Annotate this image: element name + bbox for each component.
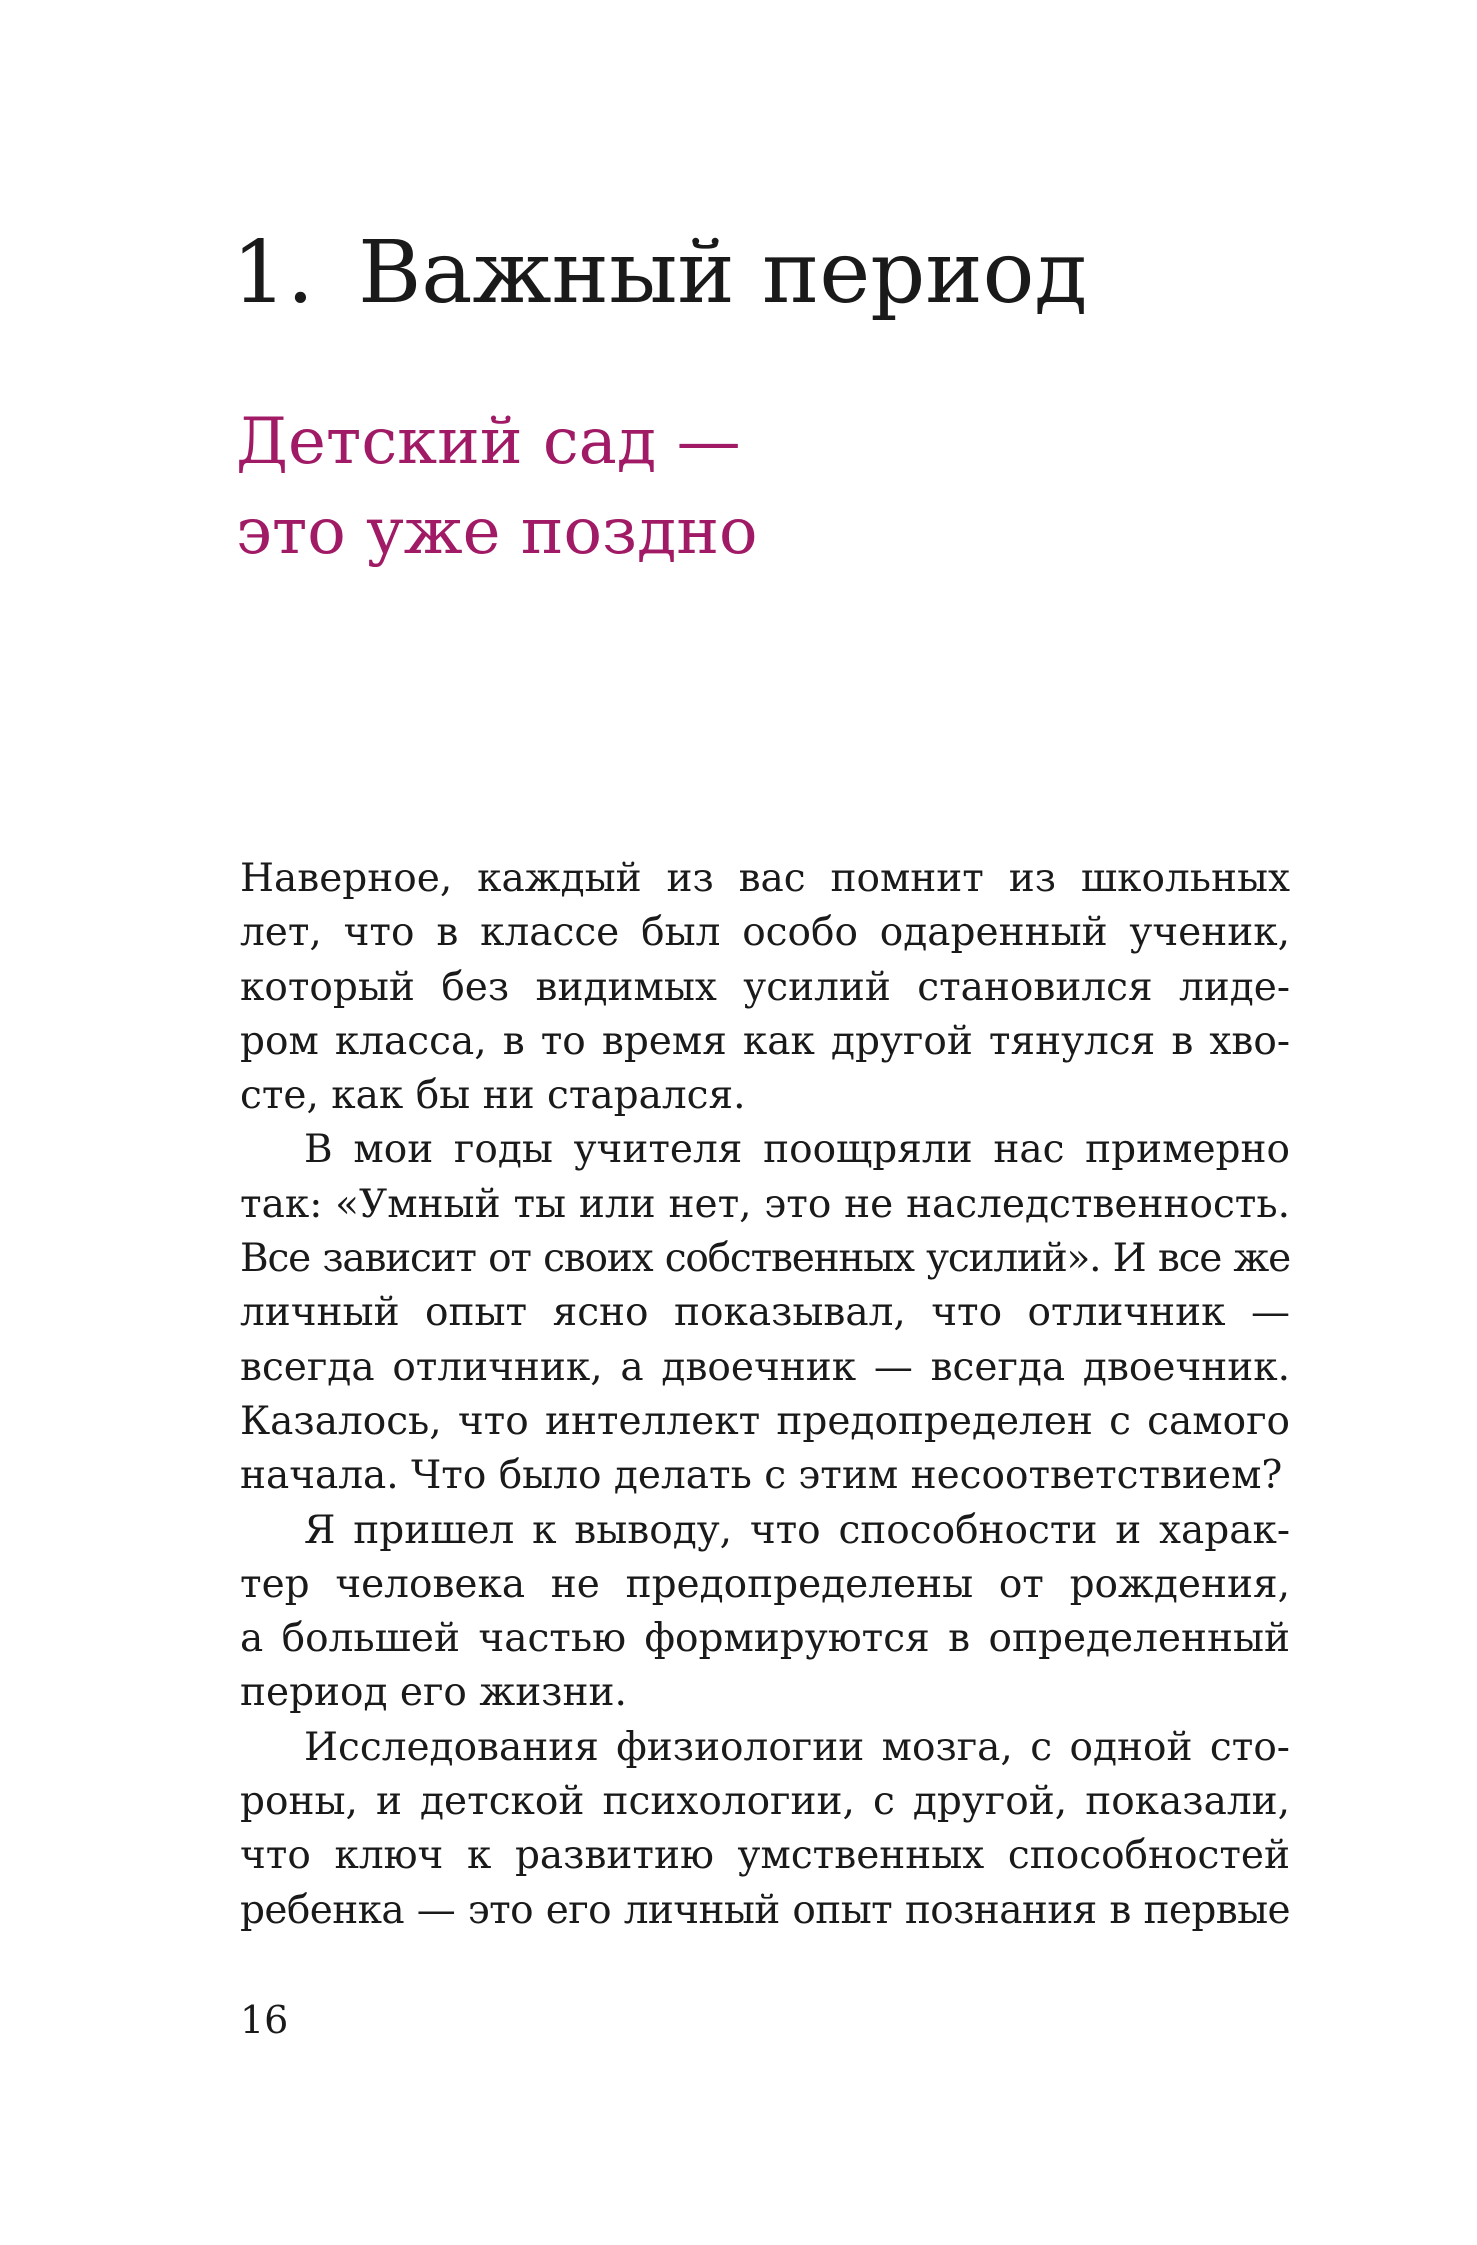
text-line: который без видимых усилий становился лиде- (240, 964, 1290, 1010)
paragraph-1 (240, 852, 1290, 1123)
text-line: В мои годы учителя поощряли нас примерно (304, 1127, 1290, 1173)
text-line: ребенка — это его личный опыт познания в первые (240, 1887, 1290, 1933)
text-line: Наверное, каждый из вас помнит из школьных (240, 856, 1290, 901)
page-number: 16 (240, 1998, 289, 2042)
text-line: ром класса, в то время как другой тянулся в хво- (240, 1018, 1290, 1064)
body-text (240, 852, 1290, 1938)
paragraph-2 (240, 1123, 1290, 1503)
section-title-line-1: Детский сад — (236, 405, 741, 479)
text-line: Все зависит от своих собственных усилий». И все же (240, 1236, 1290, 1282)
text-line: личный опыт ясно показывал, что отличник — (240, 1290, 1290, 1336)
text-line: так: «Умный ты или нет, это не наследственность. (240, 1181, 1290, 1227)
chapter-number: 1. (232, 223, 315, 323)
paragraph-4 (240, 1721, 1290, 1938)
text-line: сте, как бы ни старался. (240, 1073, 746, 1119)
text-line: Я пришел к выводу, что способности и харак- (304, 1507, 1290, 1553)
section-title-line-2: это уже поздно (236, 495, 758, 569)
text-line: Исследования физиологии мозга, с одной сто- (304, 1724, 1290, 1770)
section-title (236, 397, 758, 577)
text-line: тер человека не предопределены от рождения, (240, 1561, 1290, 1607)
chapter-title-text: Важный период (358, 223, 1088, 323)
paragraph-3 (240, 1504, 1290, 1721)
chapter-title (232, 218, 1087, 328)
text-line: всегда отличник, а двоечник — всегда двоечник. (240, 1344, 1290, 1390)
text-line: что ключ к развитию умственных способностей (240, 1833, 1290, 1879)
text-line: период его жизни. (240, 1670, 627, 1716)
text-line: а большей частью формируются в определенный (240, 1616, 1290, 1662)
text-line: лет, что в классе был особо одаренный ученик, (240, 910, 1290, 956)
text-line: начала. Что было делать с этим несоответствием? (240, 1453, 1283, 1499)
text-line: роны, и детской психологии, с другой, показали, (240, 1779, 1290, 1825)
text-line: Казалось, что интеллект предопределен с самого (240, 1398, 1290, 1444)
